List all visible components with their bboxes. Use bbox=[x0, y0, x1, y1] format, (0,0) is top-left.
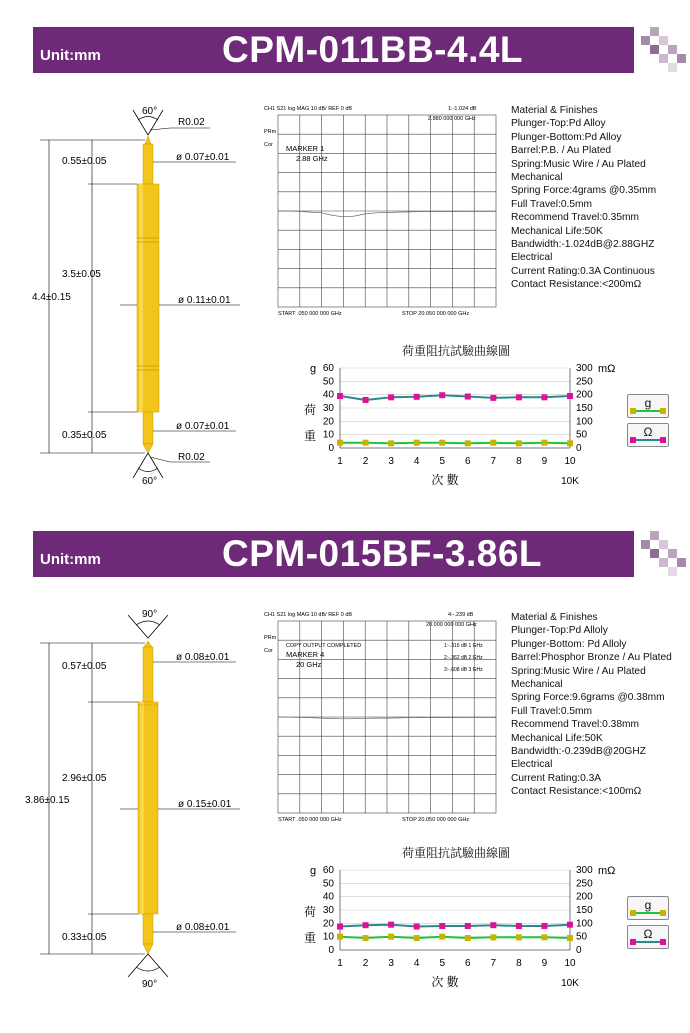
spec-line: Spring Force:4grams @0.35mm bbox=[511, 185, 657, 197]
spec-line: Electrical bbox=[511, 759, 553, 771]
series-point bbox=[337, 934, 343, 940]
series-point bbox=[388, 440, 394, 446]
series-point bbox=[439, 440, 445, 446]
right-tick-label: 200 bbox=[576, 891, 593, 903]
series-point bbox=[414, 924, 420, 930]
series-point bbox=[541, 440, 547, 446]
series-point bbox=[490, 440, 496, 446]
series-point bbox=[439, 392, 445, 398]
series-point bbox=[490, 395, 496, 401]
series-point bbox=[465, 923, 471, 929]
dim-tip-top: 0.57±0.05 bbox=[62, 661, 107, 672]
analyzer-extra-line: 3:-.608 dB 3 GHz bbox=[444, 667, 483, 673]
left-tick-label: 10 bbox=[322, 429, 334, 441]
x-tick-label: 1 bbox=[337, 456, 343, 467]
series-point bbox=[414, 440, 420, 446]
series-point bbox=[414, 935, 420, 941]
x-tick-label: 5 bbox=[439, 456, 446, 467]
series-point bbox=[337, 440, 343, 446]
legend-ohm bbox=[627, 925, 669, 949]
series-line bbox=[340, 395, 570, 400]
spec-line: Plunger-Top:Pd Alloly bbox=[511, 625, 608, 637]
analyzer-marker-value: 1:-1.024 dB bbox=[448, 106, 477, 112]
right-tick-label: 0 bbox=[576, 443, 582, 454]
analyzer-side-label: Cor bbox=[264, 142, 273, 148]
network-analyzer-plot-1 bbox=[262, 103, 500, 318]
right-tick-label: 250 bbox=[576, 376, 593, 388]
x-tick-label: 6 bbox=[464, 958, 471, 969]
analyzer-marker-label: 20 GHz bbox=[296, 660, 322, 669]
spec-line: Full Travel:0.5mm bbox=[511, 705, 592, 717]
right-tick-label: 250 bbox=[576, 878, 593, 890]
legend-label: g bbox=[644, 396, 652, 410]
legend-label: g bbox=[644, 898, 652, 912]
checker-decoration bbox=[636, 27, 690, 75]
right-tick-label: 150 bbox=[576, 403, 593, 414]
analyzer-header: CH1 S21 log MAG 10 dB/ REF 0 dB bbox=[264, 106, 353, 112]
series-point bbox=[363, 440, 369, 446]
analyzer-stop: STOP 20.050 000 000 GHz bbox=[402, 311, 470, 317]
series-point bbox=[490, 934, 496, 940]
analyzer-extra-line: 2:-.362 dB 2 GHz bbox=[444, 655, 483, 661]
spec-line: Spring:Music Wire / Au Plated bbox=[511, 158, 646, 170]
dia-bottom: ø 0.07±0.01 bbox=[176, 421, 230, 432]
series-point bbox=[516, 934, 522, 940]
dim-tip-bottom: 0.33±0.05 bbox=[62, 932, 107, 943]
series-point bbox=[363, 935, 369, 941]
analyzer-side-label: Cor bbox=[264, 648, 273, 654]
x-tick-label: 9 bbox=[541, 958, 548, 969]
right-axis-unit: mΩ bbox=[598, 363, 616, 375]
series-point bbox=[490, 922, 496, 928]
x-tick-label: 8 bbox=[516, 958, 522, 969]
series-point bbox=[363, 397, 369, 403]
series-point bbox=[516, 440, 522, 446]
spec-line: Barrel:P.B. / Au Plated bbox=[511, 145, 612, 157]
left-tick-label: 30 bbox=[322, 905, 334, 916]
x-end-label: 10K bbox=[561, 978, 579, 989]
unit-label: Unit:mm bbox=[40, 551, 101, 568]
left-axis-label: 荷 bbox=[304, 905, 317, 919]
series-point bbox=[439, 934, 445, 940]
dim-body: 2.96±0.05 bbox=[62, 773, 107, 784]
series-point bbox=[465, 935, 471, 941]
spec-line: Plunger-Bottom:Pd Alloy bbox=[511, 131, 622, 143]
dim-tip-bottom: 0.35±0.05 bbox=[62, 430, 107, 441]
analyzer-marker-name: MARKER 1 bbox=[286, 144, 325, 153]
left-axis-unit: g bbox=[310, 363, 317, 375]
left-tick-label: 20 bbox=[322, 416, 334, 428]
analyzer-start: START .050 000 000 GHz bbox=[278, 311, 342, 317]
analyzer-side-label: PRm bbox=[264, 635, 277, 641]
right-axis-unit: mΩ bbox=[598, 865, 616, 877]
left-tick-label: 50 bbox=[322, 878, 334, 890]
probe-drawing-2 bbox=[0, 603, 260, 995]
left-tick-label: 60 bbox=[322, 363, 334, 374]
x-tick-label: 10 bbox=[564, 958, 576, 969]
spec-line: Plunger-Bottom: Pd Alloly bbox=[511, 638, 627, 650]
dia-barrel: ø 0.11±0.01 bbox=[178, 295, 231, 306]
dia-barrel: ø 0.15±0.01 bbox=[178, 799, 232, 810]
tip-angle-top: 60° bbox=[142, 106, 158, 117]
left-tick-label: 10 bbox=[322, 931, 334, 943]
series-point bbox=[541, 394, 547, 400]
series-point bbox=[388, 934, 394, 940]
spec-line: Contact Resistance:<200mΩ bbox=[511, 279, 642, 291]
x-tick-label: 4 bbox=[413, 456, 420, 467]
network-analyzer-plot-2 bbox=[262, 609, 500, 824]
dia-top: ø 0.07±0.01 bbox=[176, 152, 230, 163]
chart-title: 荷重阻抗試驗曲線圖 bbox=[402, 846, 511, 860]
right-tick-label: 50 bbox=[576, 931, 588, 943]
series-line bbox=[340, 925, 570, 927]
left-tick-label: 60 bbox=[322, 865, 334, 876]
series-point bbox=[541, 923, 547, 929]
analyzer-marker-label: 2.88 GHz bbox=[296, 154, 328, 163]
series-point bbox=[388, 394, 394, 400]
dim-total: 4.4±0.15 bbox=[32, 292, 71, 303]
series-point bbox=[541, 934, 547, 940]
right-tick-label: 0 bbox=[576, 945, 582, 956]
probe-drawing-1 bbox=[0, 100, 260, 490]
series-point bbox=[567, 922, 573, 928]
x-tick-label: 3 bbox=[388, 958, 394, 969]
series-point bbox=[465, 440, 471, 446]
x-axis-label: 次 數 bbox=[431, 473, 459, 487]
x-tick-label: 7 bbox=[490, 456, 497, 467]
tip-angle-bottom: 90° bbox=[142, 979, 158, 990]
series-point bbox=[388, 922, 394, 928]
spec-line: Full Travel:0.5mm bbox=[511, 198, 592, 210]
spec-line: Bandwidth:-0.239dB@20GHZ bbox=[511, 746, 646, 758]
dim-tip-top: 0.55±0.05 bbox=[62, 156, 107, 167]
x-tick-label: 9 bbox=[541, 456, 548, 467]
x-tick-label: 2 bbox=[362, 456, 369, 467]
right-tick-label: 200 bbox=[576, 389, 593, 401]
series-line bbox=[340, 937, 570, 938]
radius-top: R0.02 bbox=[178, 117, 205, 128]
spec-line: Bandwidth:-1.024dB@2.88GHZ bbox=[511, 239, 655, 251]
x-tick-label: 10 bbox=[564, 456, 576, 467]
load-resistance-chart-2 bbox=[290, 860, 620, 990]
spec-line: Current Rating:0.3A bbox=[511, 772, 602, 784]
analyzer-header: CH1 S21 log MAG 10 dB/ REF 0 dB bbox=[264, 612, 353, 618]
spec-line: Material & Finishes bbox=[511, 105, 598, 116]
series-point bbox=[516, 394, 522, 400]
analyzer-extra-line: COPY OUTPUT COMPLETED bbox=[286, 643, 362, 649]
legend-g bbox=[627, 394, 669, 418]
chart-title: 荷重阻抗試驗曲線圖 bbox=[402, 344, 511, 358]
analyzer-marker-name: MARKER 4 bbox=[286, 650, 325, 659]
series-point bbox=[567, 935, 573, 941]
left-axis-label: 荷 bbox=[304, 403, 317, 417]
x-tick-label: 3 bbox=[388, 456, 394, 467]
analyzer-start: START .050 000 000 GHz bbox=[278, 817, 342, 823]
analyzer-extra-line: 1:-.315 dB 1 GHz bbox=[444, 643, 483, 649]
spec-list-2 bbox=[511, 611, 672, 799]
x-tick-label: 7 bbox=[490, 958, 497, 969]
left-tick-label: 40 bbox=[322, 389, 334, 401]
spec-line: Electrical bbox=[511, 252, 553, 264]
left-tick-label: 40 bbox=[322, 891, 334, 903]
spec-line: Material & Finishes bbox=[511, 612, 598, 623]
model-title: CPM-011BB-4.4L bbox=[222, 29, 524, 70]
left-tick-label: 20 bbox=[322, 918, 334, 930]
spec-line: Mechanical Life:50K bbox=[511, 732, 603, 744]
dia-bottom: ø 0.08±0.01 bbox=[176, 922, 230, 933]
dim-total: 3.86±0.15 bbox=[25, 795, 70, 806]
tip-angle-bottom: 60° bbox=[142, 476, 158, 487]
analyzer-marker-value: 4:-.239 dB bbox=[448, 612, 474, 618]
left-tick-label: 30 bbox=[322, 403, 334, 414]
spec-line: Plunger-Top:Pd Alloy bbox=[511, 118, 606, 130]
spec-line: Recommend Travel:0.38mm bbox=[511, 719, 639, 731]
left-tick-label: 0 bbox=[328, 945, 334, 956]
spec-line: Mechanical bbox=[511, 679, 563, 691]
analyzer-marker-freq: 2.880 000 000 GHz bbox=[428, 116, 476, 122]
dia-top: ø 0.08±0.01 bbox=[176, 652, 230, 663]
series-point bbox=[337, 393, 343, 399]
spec-line: Spring Force:9.6grams @0.38mm bbox=[511, 692, 665, 704]
legend-ohm bbox=[627, 423, 669, 447]
analyzer-stop: STOP 20.050 000 000 GHz bbox=[402, 817, 470, 823]
legend-label: Ω bbox=[643, 927, 653, 941]
left-axis-label: 重 bbox=[304, 429, 317, 443]
series-point bbox=[567, 440, 573, 446]
x-tick-label: 2 bbox=[362, 958, 369, 969]
radius-bottom: R0.02 bbox=[178, 452, 205, 463]
left-axis-unit: g bbox=[310, 865, 317, 877]
spec-line: Spring:Music Wire / Au Plated bbox=[511, 665, 646, 677]
spec-line: Current Rating:0.3A Continuous bbox=[511, 265, 655, 277]
checker-decoration bbox=[636, 531, 690, 579]
right-tick-label: 300 bbox=[576, 865, 593, 876]
spec-line: Barrel:Phosphor Bronze / Au Plated bbox=[511, 652, 672, 664]
x-tick-label: 6 bbox=[464, 456, 471, 467]
legend-g bbox=[627, 896, 669, 920]
legend-label: Ω bbox=[643, 425, 653, 439]
x-end-label: 10K bbox=[561, 476, 579, 487]
right-tick-label: 300 bbox=[576, 363, 593, 374]
series-point bbox=[439, 923, 445, 929]
tip-angle-top: 90° bbox=[142, 609, 158, 620]
x-tick-label: 4 bbox=[413, 958, 420, 969]
spec-line: Mechanical bbox=[511, 172, 563, 184]
right-tick-label: 100 bbox=[576, 918, 593, 930]
analyzer-side-label: PRm bbox=[264, 129, 277, 135]
right-tick-label: 100 bbox=[576, 416, 593, 428]
x-tick-label: 5 bbox=[439, 958, 446, 969]
right-tick-label: 150 bbox=[576, 905, 593, 916]
dim-body: 3.5±0.05 bbox=[62, 269, 101, 280]
left-tick-label: 50 bbox=[322, 376, 334, 388]
series-point bbox=[567, 393, 573, 399]
unit-label: Unit:mm bbox=[40, 47, 101, 64]
spec-line: Mechanical Life:50K bbox=[511, 225, 603, 237]
series-point bbox=[414, 394, 420, 400]
model-title: CPM-015BF-3.86L bbox=[222, 533, 543, 574]
spec-line: Recommend Travel:0.35mm bbox=[511, 212, 639, 224]
series-point bbox=[465, 394, 471, 400]
x-axis-label: 次 數 bbox=[431, 975, 459, 989]
analyzer-marker-freq: 20.000 000 000 GHz bbox=[426, 622, 477, 628]
x-tick-label: 8 bbox=[516, 456, 522, 467]
x-tick-label: 1 bbox=[337, 958, 343, 969]
spec-line: Contact Resistance:<100mΩ bbox=[511, 786, 642, 798]
left-tick-label: 0 bbox=[328, 443, 334, 454]
series-point bbox=[337, 924, 343, 930]
spec-list-1 bbox=[511, 104, 656, 292]
series-point bbox=[363, 922, 369, 928]
series-line bbox=[340, 443, 570, 444]
load-resistance-chart-1 bbox=[290, 358, 620, 488]
left-axis-label: 重 bbox=[304, 931, 317, 945]
right-tick-label: 50 bbox=[576, 429, 588, 441]
series-point bbox=[516, 923, 522, 929]
